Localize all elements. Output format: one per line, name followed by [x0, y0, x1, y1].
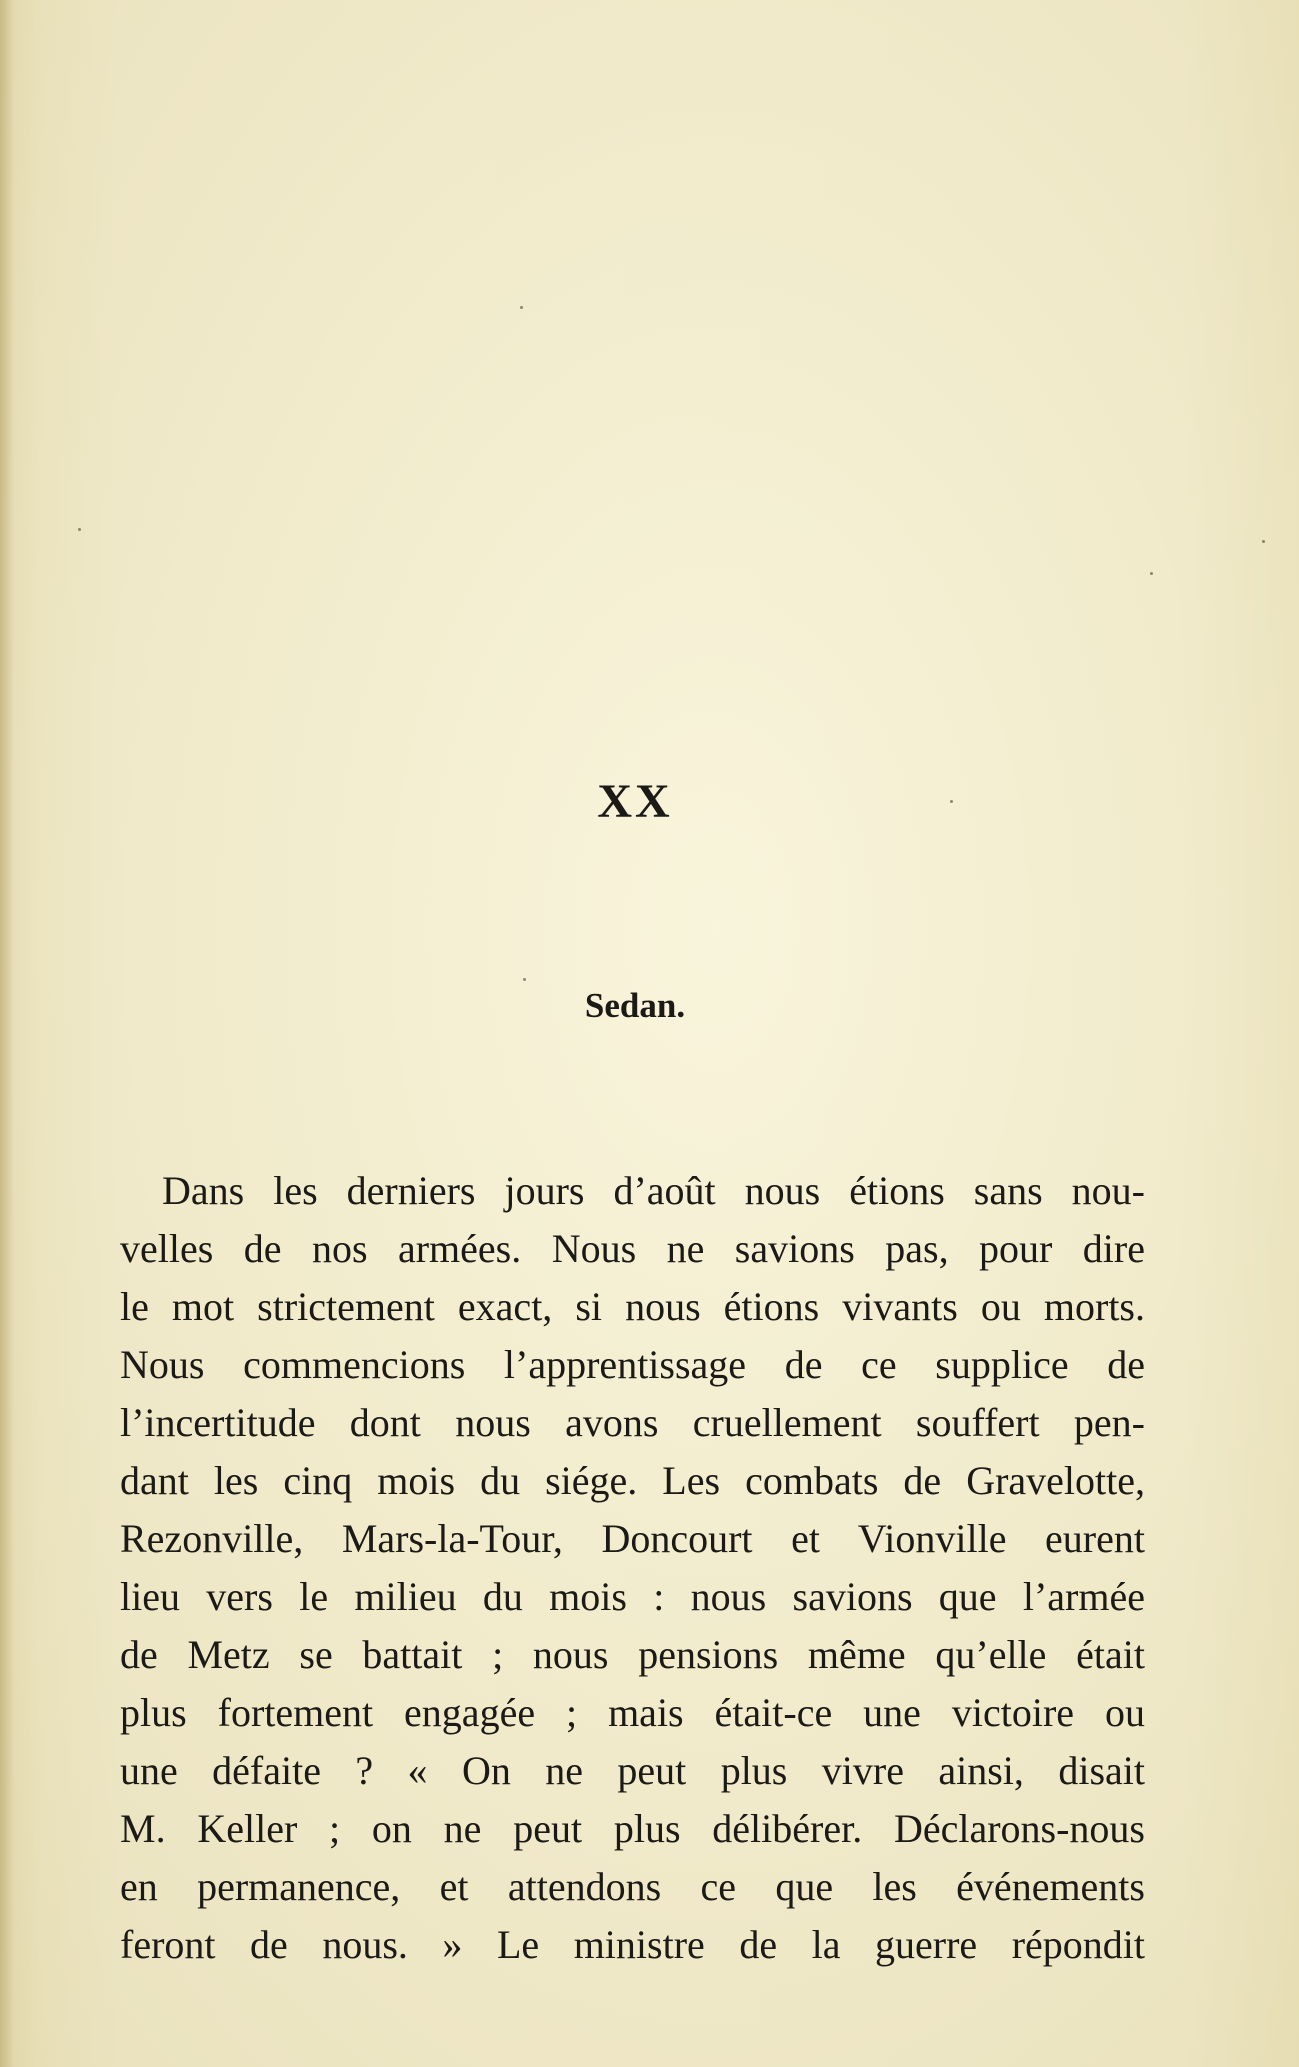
- text-line: velles de nos armées. Nous ne savions pas, pour dire: [120, 1226, 1145, 1271]
- text-line: M. Keller ; on ne peut plus délibérer. Déclarons-nous: [120, 1806, 1145, 1851]
- chapter-title: Sedan.: [584, 986, 686, 1025]
- text-line: lieu vers le milieu du mois : nous savions que l’armée: [120, 1574, 1145, 1619]
- paper-speck: [520, 306, 523, 309]
- text-line: une défaite ? « On ne peut plus vivre ainsi, disait: [120, 1748, 1145, 1793]
- text-line: feront de nous. » Le ministre de la guerre répondit: [120, 1922, 1145, 1967]
- text-line: dant les cinq mois du siége. Les combats de Gravelotte,: [120, 1458, 1145, 1503]
- paper-speck: [523, 978, 526, 981]
- text-line: Dans les derniers jours d’août nous étions sans nou-: [162, 1168, 1145, 1213]
- text-line: plus fortement engagée ; mais était-ce une victoire ou: [120, 1690, 1145, 1735]
- text-line: Rezonville, Mars-la-Tour, Doncourt et Vionville eurent: [120, 1516, 1145, 1561]
- paper-speck: [1150, 572, 1153, 575]
- text-line: de Metz se battait ; nous pensions même qu’elle était: [120, 1632, 1145, 1677]
- text-line: en permanence, et attendons ce que les événements: [120, 1864, 1145, 1909]
- paper-speck: [1262, 540, 1265, 543]
- page-edge-shadow: [0, 0, 14, 2067]
- text-line: le mot strictement exact, si nous étions vivants ou morts.: [120, 1284, 1145, 1329]
- body-text: [120, 1162, 1145, 1974]
- chapter-number: XX: [597, 775, 673, 828]
- text-line: l’incertitude dont nous avons cruellement souffert pen-: [120, 1400, 1145, 1445]
- text-line: Nous commencions l’apprentissage de ce supplice de: [120, 1342, 1145, 1387]
- paper-speck: [78, 528, 81, 531]
